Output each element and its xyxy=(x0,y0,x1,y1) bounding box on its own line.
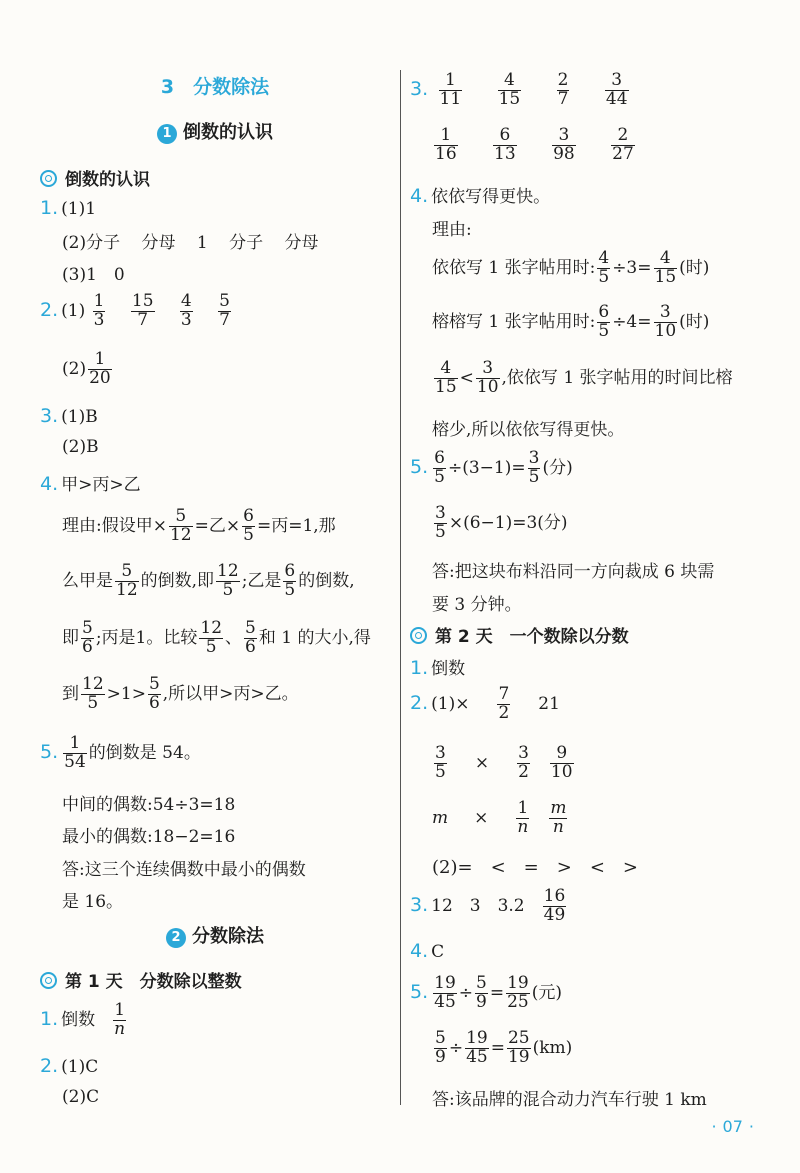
question-number: 3. xyxy=(410,77,429,100)
right-p5-row-3: 答:该品牌的混合动力汽车行驶 1 km xyxy=(432,1090,707,1110)
fraction: $\frac{5}{6}$ xyxy=(148,674,160,713)
fraction: $\frac{4}{15}$ xyxy=(498,70,521,109)
left-q6: 1. 倒数 $\frac{1}{n}$ xyxy=(40,1000,126,1039)
fraction: $\frac{1}{11}$ xyxy=(439,70,462,109)
fraction: $\frac{5}{12}$ xyxy=(116,561,138,600)
fraction: $\frac{19}{45}$ xyxy=(466,1028,488,1067)
fraction: $\frac{19}{45}$ xyxy=(434,973,456,1012)
right-q4-line-4: 榕少,所以依依写得更快。 xyxy=(432,420,625,440)
question-number: 2. xyxy=(410,691,429,714)
left-q4-reason-3: 即 $\frac{5}{6}$ ;丙是1。比较 $\frac{12}{5}$ 、 $\frac{5}{6}$ 和 1 的大小,得 xyxy=(62,618,371,657)
answer-text: 甲>丙>乙 xyxy=(61,475,141,495)
fraction: $\frac{19}{25}$ xyxy=(507,973,529,1012)
left-q4-answer xyxy=(40,470,141,495)
fraction: $\frac{25}{19}$ xyxy=(507,1028,530,1067)
left-q1-line-c: (3)1 0 xyxy=(62,265,125,285)
fraction: $\frac{1}{54}$ xyxy=(64,733,86,772)
left-q7-line-b: (2)C xyxy=(62,1087,100,1107)
fraction: $\frac{4}{5}$ xyxy=(598,248,610,287)
right-q4-line-3: $\frac{4}{15}$ < $\frac{3}{10}$ ,依依写 1 张字帖用的时间比榕 xyxy=(435,358,733,397)
section-title-2-text: 分数除法 xyxy=(192,926,264,947)
answer-text: (1) xyxy=(61,300,86,321)
fraction: $\frac{1}{16}$ xyxy=(435,125,457,164)
fraction: $\frac{5}{9}$ xyxy=(435,1028,446,1067)
answer-text: 1 xyxy=(196,233,208,253)
fraction: $\frac{6}{5}$ xyxy=(284,561,296,600)
fraction: $\frac{3}{98}$ xyxy=(553,125,575,164)
section-title-1-text: 倒数的认识 xyxy=(183,122,273,143)
right-p2-row-4: (2)= < = > < > xyxy=(432,857,638,878)
fraction: $\frac{3}{2}$ xyxy=(518,743,529,782)
right-q4-answer: 4. 依依写得更快。 xyxy=(410,185,551,207)
question-number: 2. xyxy=(40,1055,59,1077)
left-q2-line-a xyxy=(40,293,233,330)
fraction: $\frac{4}{3}$ xyxy=(180,291,192,330)
question-number: 5. xyxy=(410,455,429,478)
right-p2-row-2: $\frac{3}{5}$ × $\frac{3}{2}$ $\frac{9}{10}$ xyxy=(435,743,573,782)
left-q3-line-b: (2)B xyxy=(62,437,99,457)
fraction: $\frac{m}{n}$ xyxy=(550,798,567,837)
fraction: $\frac{4}{15}$ xyxy=(435,358,457,397)
fraction: $\frac{3}{44}$ xyxy=(605,70,628,109)
question-number: 4. xyxy=(410,185,429,207)
left-q4-reason-4: 到 $\frac{12}{5}$ >1> $\frac{5}{6}$ ,所以甲>丙>乙。 xyxy=(62,674,299,713)
section-badge-1: 1 xyxy=(157,124,177,144)
left-q1-line-a xyxy=(40,197,96,219)
section-badge-2: 2 xyxy=(166,928,186,948)
fraction: $\frac{3}{5}$ xyxy=(435,743,446,782)
right-p3: 3. 12 3 3.2 $\frac{16}{49}$ xyxy=(410,886,566,925)
right-p1: 1. 倒数 xyxy=(410,657,466,679)
fraction: $\frac{4}{15}$ xyxy=(654,248,677,287)
right-p5-row-2: $\frac{5}{9}$ ÷ $\frac{19}{45}$ = $\frac{25}{19}$ (km) xyxy=(435,1028,573,1067)
page-number-text: 07 xyxy=(722,1117,743,1136)
fraction: $\frac{3}{10}$ xyxy=(654,302,677,341)
circle-bullet-icon xyxy=(40,170,57,187)
subsection-heading-1 xyxy=(40,165,150,190)
column-divider xyxy=(400,70,401,1105)
left-q7-line-a: 2. (1)C xyxy=(40,1055,99,1077)
dot-icon: · xyxy=(748,1117,754,1136)
fraction: $\frac{9}{10}$ xyxy=(550,743,573,782)
answer-text: 分母 xyxy=(284,233,319,253)
fraction: $\frac{5}{9}$ xyxy=(476,973,487,1012)
right-p2-row-3: m × $\frac{1}{n}$ $\frac{m}{n}$ xyxy=(432,798,567,837)
fraction: $\frac{12}{5}$ xyxy=(82,674,104,713)
fraction: $\frac{6}{5}$ xyxy=(434,448,445,487)
fraction: $\frac{6}{5}$ xyxy=(243,506,254,545)
question-number: 3. xyxy=(40,405,59,427)
fraction: $\frac{3}{5}$ xyxy=(435,503,446,542)
left-q5-line-5: 是 16。 xyxy=(62,892,124,912)
right-q3-row-1 xyxy=(410,72,631,109)
fraction: $\frac{7}{2}$ xyxy=(498,684,510,723)
dot-icon: · xyxy=(711,1117,717,1136)
left-q5-line-3: 最小的偶数:18−2=16 xyxy=(62,827,236,847)
right-q5-line-3: 答:把这块布料沿同一方向裁成 6 块需 xyxy=(432,562,715,582)
section-title-1 xyxy=(40,118,390,144)
fraction: $\frac{6}{5}$ xyxy=(598,302,610,341)
page-number xyxy=(705,1117,760,1136)
fraction: $\frac{5}{6}$ xyxy=(245,618,256,657)
question-number: 1. xyxy=(40,1007,59,1030)
right-p2-row-1: 2. (1)× $\frac{7}{2}$ 21 xyxy=(410,684,560,723)
answer-text: (2) xyxy=(62,358,87,379)
fraction: $\frac{1}{20}$ xyxy=(89,349,111,388)
fraction: $\frac{12}{5}$ xyxy=(200,618,223,657)
fraction: $\frac{3}{10}$ xyxy=(476,358,499,397)
left-q2-line-b xyxy=(62,351,114,388)
question-number: 5. xyxy=(40,740,59,763)
question-number: 3. xyxy=(410,893,429,916)
right-q5-line-2: $\frac{3}{5}$ ×(6−1)=3(分) xyxy=(435,503,568,542)
right-q4-reason-label: 理由: xyxy=(432,220,472,240)
left-q5-line-1: 5. $\frac{1}{54}$ 的倒数是 54。 xyxy=(40,733,201,772)
subsection-heading-1-text: 倒数的认识 xyxy=(65,170,150,190)
fraction: $\frac{3}{5}$ xyxy=(528,448,540,487)
question-number: 4. xyxy=(410,940,429,962)
right-q5-line-1: 5. $\frac{6}{5}$ ÷(3−1)= $\frac{3}{5}$ (分) xyxy=(410,448,573,487)
right-p5-row-1: 5. $\frac{19}{45}$ ÷ $\frac{5}{9}$ = $\frac{19}{25}$ (元) xyxy=(410,973,563,1012)
fraction: $\frac{6}{13}$ xyxy=(494,125,516,164)
fraction: $\frac{1}{3}$ xyxy=(93,291,105,330)
right-q3-row-2 xyxy=(432,127,637,164)
left-q1-line-b xyxy=(62,228,319,253)
fraction: $\frac{5}{12}$ xyxy=(169,506,192,545)
question-number: 1. xyxy=(40,197,59,219)
right-q5-line-4: 要 3 分钟。 xyxy=(432,595,522,615)
circle-bullet-icon xyxy=(40,972,57,989)
subsection-heading-2-text: 第 1 天 分数除以整数 xyxy=(65,972,242,992)
fraction: $\frac{5}{7}$ xyxy=(219,291,230,330)
subsection-heading-3 xyxy=(410,622,629,647)
answer-text: 分母 xyxy=(141,233,176,253)
left-q4-reason-1: 理由:假设甲× $\frac{5}{12}$ =乙× $\frac{6}{5}$ =丙=1,那 xyxy=(62,506,336,545)
answer-text: 分子 xyxy=(229,233,264,253)
left-q4-reason-2: 么甲是 $\frac{5}{12}$ 的倒数,即 $\frac{12}{5}$ ;乙是 $\frac{6}{5}$ 的倒数, xyxy=(62,561,355,600)
circle-bullet-icon xyxy=(410,627,427,644)
left-q5-line-4: 答:这三个连续偶数中最小的偶数 xyxy=(62,860,306,880)
fraction: $\frac{1}{n}$ xyxy=(114,1000,126,1039)
answer-text: (1)1 xyxy=(61,199,97,219)
chapter-title: 3 分数除法 xyxy=(160,76,270,98)
right-q4-line-1: 依依写 1 张字帖用时: $\frac{4}{5}$ ÷3= $\frac{4}{15}$ (时) xyxy=(432,248,710,287)
right-q4-line-2: 榕榕写 1 张字帖用时: $\frac{6}{5}$ ÷4= $\frac{3}{10}$ (时) xyxy=(432,302,710,341)
section-title-2 xyxy=(40,922,390,948)
left-q5-line-2: 中间的偶数:54÷3=18 xyxy=(62,795,236,815)
fraction: $\frac{15}{7}$ xyxy=(131,291,154,330)
right-p4: 4. C xyxy=(410,940,445,962)
fraction: $\frac{5}{6}$ xyxy=(82,618,93,657)
fraction: $\frac{1}{n}$ xyxy=(517,798,529,837)
fraction: $\frac{16}{49}$ xyxy=(543,886,566,925)
answer-text: (1)B xyxy=(61,407,98,427)
fraction: $\frac{2}{7}$ xyxy=(557,70,569,109)
answer-text: (2)分子 xyxy=(62,233,121,253)
subsection-heading-3-text: 第 2 天 一个数除以分数 xyxy=(435,627,629,647)
subsection-heading-2 xyxy=(40,967,242,992)
question-number: 2. xyxy=(40,298,59,321)
fraction: $\frac{2}{27}$ xyxy=(612,125,634,164)
left-q3-line-a xyxy=(40,405,98,427)
question-number: 4. xyxy=(40,473,59,495)
fraction: $\frac{12}{5}$ xyxy=(217,561,239,600)
question-number: 5. xyxy=(410,980,429,1003)
question-number: 1. xyxy=(410,657,429,679)
